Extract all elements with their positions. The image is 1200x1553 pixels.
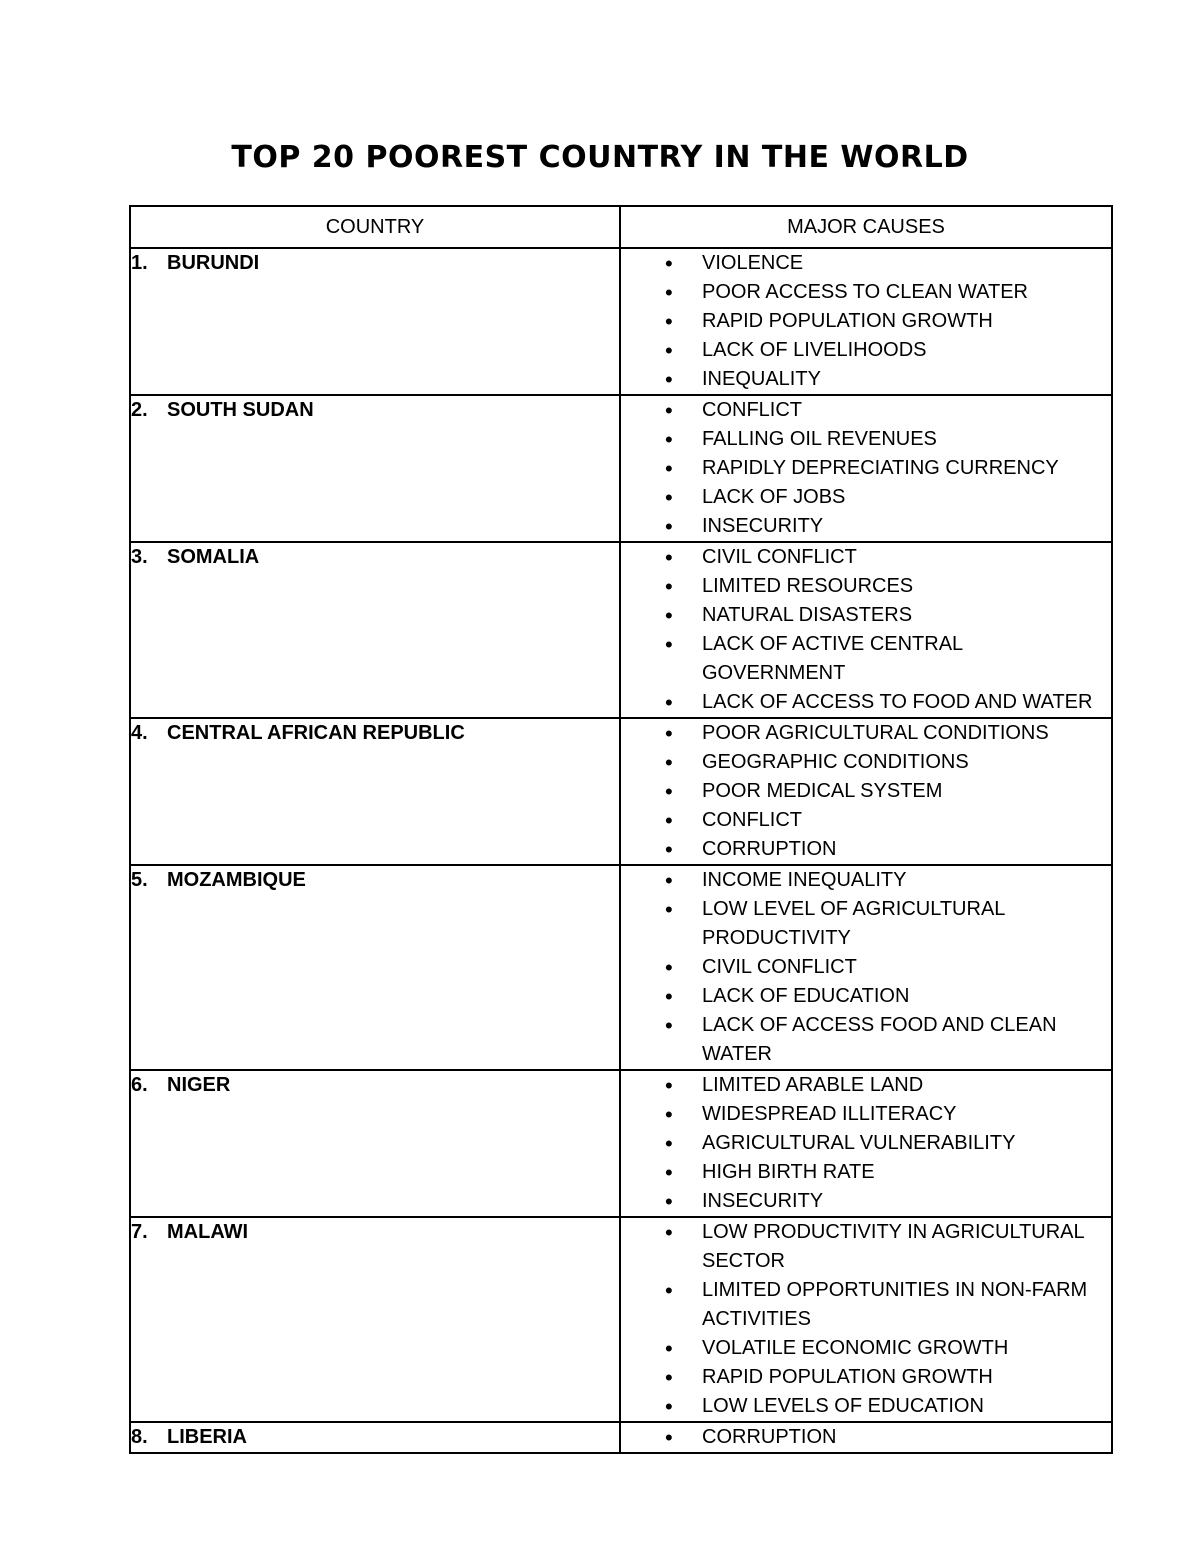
causes-list: [621, 543, 1111, 717]
table-row: [130, 1070, 1112, 1217]
causes-cell: [620, 718, 1112, 865]
country-name: MOZAMBIQUE: [167, 869, 306, 891]
country-rank: 7.: [131, 1221, 148, 1243]
country-cell: [130, 248, 620, 395]
causes-list: [621, 719, 1111, 864]
causes-list: [621, 1423, 1111, 1452]
cause-item: • LOW LEVEL OF AGRICULTURAL PRODUCTIVITY: [621, 895, 1111, 953]
country-cell: [130, 395, 620, 542]
cause-item: • CIVIL CONFLICT: [621, 543, 1111, 572]
cause-item: • LACK OF ACCESS TO FOOD AND WATER: [621, 688, 1111, 717]
country-cell: [130, 865, 620, 1070]
cause-item: • VIOLENCE: [621, 249, 1111, 278]
cause-item: • NATURAL DISASTERS: [621, 601, 1111, 630]
country-name: CENTRAL AFRICAN REPUBLIC: [167, 722, 465, 744]
cause-item: • LIMITED RESOURCES: [621, 572, 1111, 601]
cause-item: • LIMITED OPPORTUNITIES IN NON-FARM ACTIVITIES: [621, 1276, 1111, 1334]
table-row: [130, 248, 1112, 395]
cause-item: • CORRUPTION: [621, 1423, 1111, 1452]
poorest-countries-table: [129, 205, 1113, 1454]
cause-item: • CORRUPTION: [621, 835, 1111, 864]
table-header-row: [130, 206, 1112, 248]
causes-cell: [620, 865, 1112, 1070]
country-rank: 8.: [131, 1426, 148, 1448]
cause-item: • POOR AGRICULTURAL CONDITIONS: [621, 719, 1111, 748]
cause-item: • POOR ACCESS TO CLEAN WATER: [621, 278, 1111, 307]
causes-list: [621, 396, 1111, 541]
country-name: MALAWI: [167, 1221, 249, 1243]
causes-list: [621, 1218, 1111, 1421]
causes-cell: [620, 248, 1112, 395]
cause-item: • RAPID POPULATION GROWTH: [621, 307, 1111, 336]
causes-cell: [620, 1217, 1112, 1422]
cause-item: • WIDESPREAD ILLITERACY: [621, 1100, 1111, 1129]
cause-item: • LACK OF JOBS: [621, 483, 1111, 512]
cause-item: • INSECURITY: [621, 1187, 1111, 1216]
table-row: [130, 718, 1112, 865]
causes-list: [621, 249, 1111, 394]
cause-item: • GEOGRAPHIC CONDITIONS: [621, 748, 1111, 777]
country-cell: [130, 1217, 620, 1422]
cause-item: • LOW PRODUCTIVITY IN AGRICULTURAL SECTOR: [621, 1218, 1111, 1276]
cause-item: • AGRICULTURAL VULNERABILITY: [621, 1129, 1111, 1158]
country-name: LIBERIA: [167, 1426, 247, 1448]
cause-item: • INCOME INEQUALITY: [621, 866, 1111, 895]
cause-item: • FALLING OIL REVENUES: [621, 425, 1111, 454]
country-name: NIGER: [167, 1074, 231, 1096]
page-title: TOP 20 POOREST COUNTRY IN THE WORLD: [231, 140, 969, 175]
causes-cell: [620, 1422, 1112, 1453]
cause-item: • VOLATILE ECONOMIC GROWTH: [621, 1334, 1111, 1363]
cause-item: • POOR MEDICAL SYSTEM: [621, 777, 1111, 806]
cause-item: • INSECURITY: [621, 512, 1111, 541]
cause-item: • LACK OF LIVELIHOODS: [621, 336, 1111, 365]
causes-cell: [620, 395, 1112, 542]
causes-cell: [620, 1070, 1112, 1217]
table-body: [130, 248, 1112, 1453]
causes-list: [621, 866, 1111, 1069]
cause-item: • LACK OF ACCESS FOOD AND CLEAN WATER: [621, 1011, 1111, 1069]
table-row: [130, 542, 1112, 718]
cause-item: • CONFLICT: [621, 396, 1111, 425]
causes-list: [621, 1071, 1111, 1216]
country-rank: 4.: [131, 722, 148, 744]
cause-item: • INEQUALITY: [621, 365, 1111, 394]
cause-item: • HIGH BIRTH RATE: [621, 1158, 1111, 1187]
country-cell: [130, 1070, 620, 1217]
cause-item: • RAPID POPULATION GROWTH: [621, 1363, 1111, 1392]
cause-item: • LACK OF ACTIVE CENTRAL GOVERNMENT: [621, 630, 1111, 688]
country-rank: 5.: [131, 869, 148, 891]
table-row: [130, 1422, 1112, 1453]
country-name: SOMALIA: [167, 546, 260, 568]
cause-item: • CIVIL CONFLICT: [621, 953, 1111, 982]
country-rank: 1.: [131, 252, 148, 274]
column-header-major-causes: MAJOR CAUSES: [620, 206, 1112, 248]
country-cell: [130, 718, 620, 865]
country-cell: [130, 1422, 620, 1453]
country-rank: 2.: [131, 399, 148, 421]
country-name: BURUNDI: [167, 252, 260, 274]
cause-item: • LIMITED ARABLE LAND: [621, 1071, 1111, 1100]
country-name: SOUTH SUDAN: [167, 399, 314, 421]
table-row: [130, 1217, 1112, 1422]
table-row: [130, 865, 1112, 1070]
country-cell: [130, 542, 620, 718]
cause-item: • CONFLICT: [621, 806, 1111, 835]
causes-cell: [620, 542, 1112, 718]
table-row: [130, 395, 1112, 542]
cause-item: • LACK OF EDUCATION: [621, 982, 1111, 1011]
column-header-country: COUNTRY: [130, 206, 620, 248]
cause-item: • LOW LEVELS OF EDUCATION: [621, 1392, 1111, 1421]
country-rank: 6.: [131, 1074, 148, 1096]
country-rank: 3.: [131, 546, 148, 568]
cause-item: • RAPIDLY DEPRECIATING CURRENCY: [621, 454, 1111, 483]
